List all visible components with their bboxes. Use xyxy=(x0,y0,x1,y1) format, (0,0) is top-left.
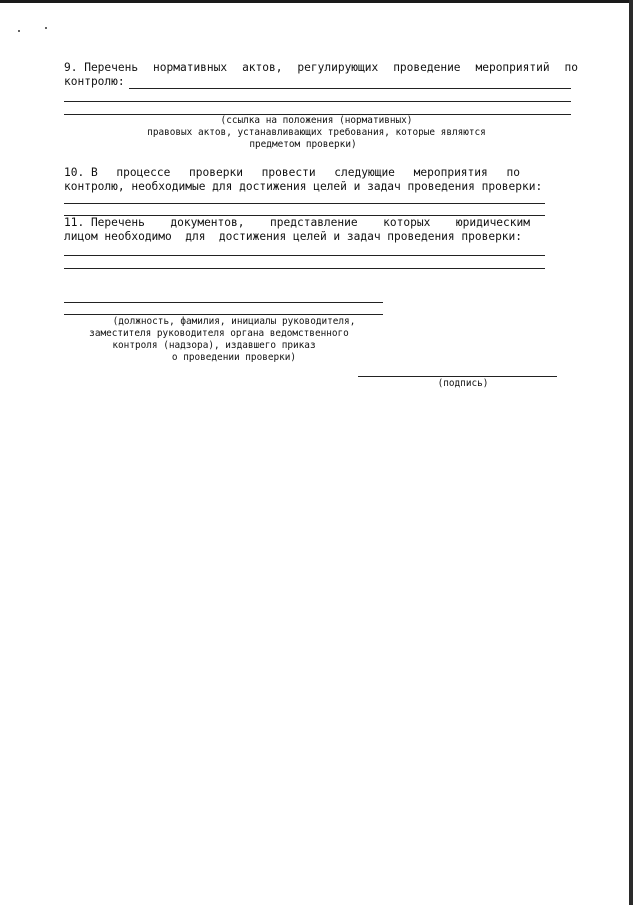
section-11-line-2: лицом необходимо для достижения целей и задач проведения проверки: xyxy=(64,230,523,243)
legal-ref-caption-line-1: (ссылка на положения (нормативных) xyxy=(220,115,413,126)
legal-ref-caption-line-3: предметом проверки) xyxy=(249,139,357,150)
section-9-fill-line xyxy=(129,88,571,89)
scan-speck xyxy=(18,30,20,32)
section-10-word: по xyxy=(506,166,520,179)
section-9-word: регулирующих xyxy=(297,61,379,74)
section-11-word: представление xyxy=(270,216,358,229)
section-11-fill-line xyxy=(64,255,545,256)
section-11-word: документов, xyxy=(170,216,245,229)
official-caption-line-4: о проведении проверки) xyxy=(171,352,297,363)
section-9-word: 9. Перечень xyxy=(64,61,139,74)
section-9-line-1 xyxy=(64,61,578,75)
section-9-fill-line xyxy=(64,101,571,102)
signature-caption: (подпись) xyxy=(437,378,489,389)
section-10-word: процессе xyxy=(116,166,171,179)
section-11-word: юридическим xyxy=(455,216,530,229)
section-10-word: следующие xyxy=(334,166,395,179)
section-10-word: мероприятия xyxy=(413,166,488,179)
official-name-line xyxy=(64,302,383,303)
section-9-line-2-label: контролю: xyxy=(64,75,125,88)
section-9-word: по xyxy=(564,61,578,74)
section-9-word: актов, xyxy=(242,61,283,74)
scan-top-border xyxy=(0,0,633,3)
section-10-word: 10. В xyxy=(64,166,98,179)
official-caption-line-1: (должность, фамилия, инициалы руководителя, xyxy=(112,316,356,327)
section-11-fill-line xyxy=(64,268,545,269)
section-9-word: мероприятий xyxy=(475,61,550,74)
section-9-word: нормативных xyxy=(153,61,228,74)
official-caption-line-2: заместителя руководителя органа ведомственного xyxy=(89,328,349,339)
section-10-fill-line xyxy=(64,203,545,204)
section-10-line-2: контролю, необходимые для достижения целей и задач проведения проверки: xyxy=(64,180,543,193)
section-9-word: проведение xyxy=(393,61,461,74)
section-10-word: провести xyxy=(261,166,316,179)
section-11-word: 11. Перечень xyxy=(64,216,145,229)
official-caption-line-3: контроля (надзора), издавшего приказ xyxy=(112,340,316,351)
section-11-word: которых xyxy=(383,216,431,229)
section-10-word: проверки xyxy=(189,166,243,179)
section-10-line-1 xyxy=(64,166,520,180)
scan-speck xyxy=(45,27,47,29)
legal-ref-caption-line-2: правовых актов, устанавливающих требования, которые являются xyxy=(147,127,486,138)
section-11-line-1 xyxy=(64,216,530,230)
